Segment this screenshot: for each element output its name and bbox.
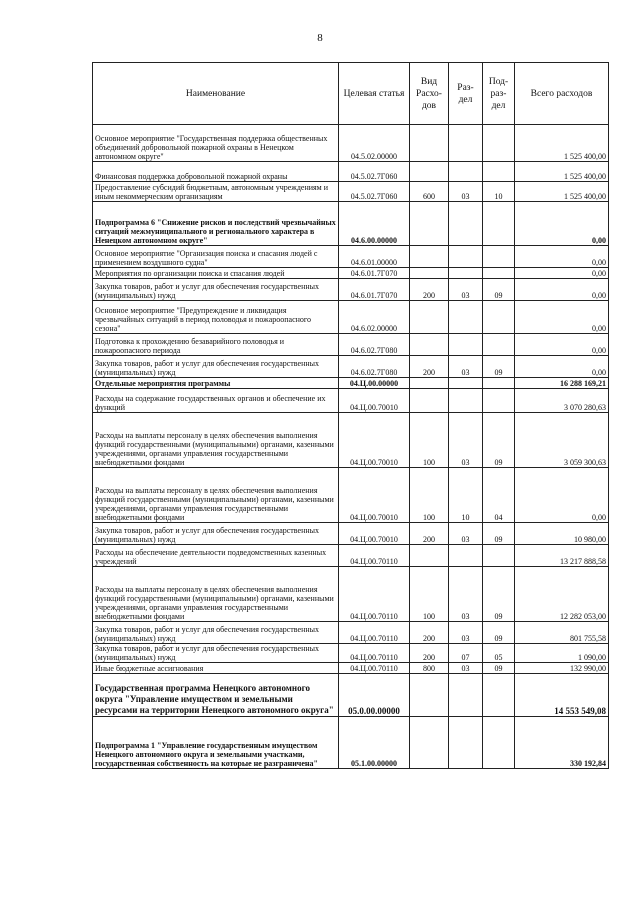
row-subsection: 09 <box>483 567 515 622</box>
table-row <box>93 674 609 717</box>
row-expense-type: 100 <box>410 413 449 468</box>
row-subsection: 10 <box>483 182 515 202</box>
row-name: Расходы на выплаты персоналу в целях обеспечения выполнения функций государственными (муниципальными) органами, казенными учреждениями, органами управления государственными внебюджетными фондами <box>93 413 339 468</box>
row-target-article: 04.6.02.7Г080 <box>339 334 410 356</box>
row-subsection <box>483 301 515 334</box>
row-total: 1 525 400,00 <box>515 162 609 182</box>
row-section <box>449 268 483 279</box>
row-name: Предоставление субсидий бюджетным, автономным учреждениям и иным некоммерческим организациям <box>93 182 339 202</box>
row-name: Основное мероприятие "Предупреждение и ликвидация чрезвычайных ситуаций в период половодья и пожароопасного сезона" <box>93 301 339 334</box>
row-section <box>449 717 483 769</box>
row-name: Основное мероприятие "Государственная поддержка общественных объединений добровольной пожарной охраны в Ненецком автономном округе" <box>93 125 339 162</box>
row-expense-type <box>410 717 449 769</box>
row-target-article: 04.6.01.7Г070 <box>339 268 410 279</box>
row-section <box>449 202 483 246</box>
row-target-article: 04.Ц.00.70010 <box>339 468 410 523</box>
header-subsection: Под-раз-дел <box>483 63 515 125</box>
row-subsection: 09 <box>483 413 515 468</box>
row-section: 03 <box>449 523 483 545</box>
page-number: 8 <box>317 32 323 44</box>
row-expense-type <box>410 378 449 389</box>
row-total: 0,00 <box>515 279 609 301</box>
row-total: 0,00 <box>515 468 609 523</box>
table-row <box>93 663 609 674</box>
row-name: Расходы на выплаты персоналу в целях обеспечения выполнения функций государственными (муниципальными) органами, казенными учреждениями, органами управления государственными внебюджетными фондами <box>93 567 339 622</box>
row-total: 1 090,00 <box>515 644 609 663</box>
row-name: Закупка товаров, работ и услуг для обеспечения государственных (муниципальных) нужд <box>93 622 339 644</box>
row-target-article: 04.Ц.00.70010 <box>339 413 410 468</box>
row-section <box>449 162 483 182</box>
row-total: 801 755,58 <box>515 622 609 644</box>
row-subsection <box>483 389 515 413</box>
row-target-article: 04.Ц.00.70010 <box>339 523 410 545</box>
row-section <box>449 378 483 389</box>
table-row <box>93 717 609 769</box>
row-expense-type <box>410 301 449 334</box>
row-expense-type: 200 <box>410 644 449 663</box>
row-total: 0,00 <box>515 202 609 246</box>
row-target-article: 04.6.02.00000 <box>339 301 410 334</box>
row-total: 10 980,00 <box>515 523 609 545</box>
row-subsection: 05 <box>483 644 515 663</box>
table-row <box>93 622 609 644</box>
row-subsection: 09 <box>483 356 515 378</box>
row-expense-type <box>410 389 449 413</box>
row-target-article: 05.0.00.00000 <box>339 674 410 717</box>
row-section <box>449 246 483 268</box>
row-name: Финансовая поддержка добровольной пожарной охраны <box>93 162 339 182</box>
row-section <box>449 125 483 162</box>
row-name: Подпрограмма 1 "Управление государственным имуществом Ненецкого автономного округа и земельными участками, государственная собственность на которые не разграничена" <box>93 717 339 769</box>
row-expense-type: 200 <box>410 356 449 378</box>
budget-table <box>92 62 609 769</box>
row-target-article: 04.5.02.00000 <box>339 125 410 162</box>
row-name: Мероприятия по организации поиска и спасания людей <box>93 268 339 279</box>
table-row <box>93 545 609 567</box>
row-total: 1 525 400,00 <box>515 182 609 202</box>
row-expense-type <box>410 202 449 246</box>
row-subsection <box>483 125 515 162</box>
row-total: 0,00 <box>515 246 609 268</box>
row-total: 13 217 888,58 <box>515 545 609 567</box>
row-name: Основное мероприятие "Организация поиска и спасания людей с применением воздушного судна" <box>93 246 339 268</box>
row-section: 03 <box>449 356 483 378</box>
row-total: 0,00 <box>515 334 609 356</box>
table-row <box>93 162 609 182</box>
row-subsection <box>483 674 515 717</box>
table-row <box>93 182 609 202</box>
row-target-article: 04.Ц.00.70010 <box>339 389 410 413</box>
row-name: Расходы на выплаты персоналу в целях обеспечения выполнения функций государственными (муниципальными) органами, казенными учреждениями, органами управления государственными внебюджетными фондами <box>93 468 339 523</box>
row-name: Закупка товаров, работ и услуг для обеспечения государственных (муниципальных) нужд <box>93 523 339 545</box>
row-expense-type: 200 <box>410 523 449 545</box>
table-row <box>93 378 609 389</box>
row-name: Расходы на содержание государственных органов и обеспечение их функций <box>93 389 339 413</box>
row-name: Закупка товаров, работ и услуг для обеспечения государственных (муниципальных) нужд <box>93 279 339 301</box>
table-row <box>93 125 609 162</box>
row-subsection <box>483 545 515 567</box>
row-subsection: 09 <box>483 663 515 674</box>
row-target-article: 04.Ц.00.70110 <box>339 663 410 674</box>
row-name: Подпрограмма 6 "Снижение рисков и последствий чрезвычайных ситуаций межмуниципального и регионального характера в Ненецком автономном округе" <box>93 202 339 246</box>
row-expense-type <box>410 125 449 162</box>
row-total: 0,00 <box>515 268 609 279</box>
row-target-article: 05.1.00.00000 <box>339 717 410 769</box>
row-section: 03 <box>449 279 483 301</box>
row-name: Отдельные мероприятия программы <box>93 378 339 389</box>
row-section <box>449 334 483 356</box>
table-row <box>93 468 609 523</box>
row-total: 330 192,84 <box>515 717 609 769</box>
row-expense-type <box>410 545 449 567</box>
table-row <box>93 413 609 468</box>
row-section: 03 <box>449 567 483 622</box>
row-expense-type: 100 <box>410 567 449 622</box>
row-total: 0,00 <box>515 356 609 378</box>
row-total: 132 990,00 <box>515 663 609 674</box>
row-expense-type <box>410 246 449 268</box>
header-target-article: Целевая статья <box>339 63 410 125</box>
row-name: Закупка товаров, работ и услуг для обеспечения государственных (муниципальных) нужд <box>93 356 339 378</box>
header-name: Наименование <box>93 63 339 125</box>
row-target-article: 04.6.01.00000 <box>339 246 410 268</box>
row-name: Расходы на обеспечение деятельности подведомственных казенных учреждений <box>93 545 339 567</box>
row-target-article: 04.5.02.7Г060 <box>339 162 410 182</box>
row-subsection <box>483 162 515 182</box>
header-total-expenses: Всего расходов <box>515 63 609 125</box>
table-row <box>93 523 609 545</box>
table-row <box>93 356 609 378</box>
row-total: 0,00 <box>515 301 609 334</box>
row-target-article: 04.6.02.7Г080 <box>339 356 410 378</box>
row-section: 03 <box>449 413 483 468</box>
row-subsection: 09 <box>483 622 515 644</box>
row-expense-type <box>410 268 449 279</box>
table-row <box>93 246 609 268</box>
row-section: 07 <box>449 644 483 663</box>
row-name: Подготовка к прохождению безаварийного половодья и пожароопасного периода <box>93 334 339 356</box>
row-expense-type: 200 <box>410 622 449 644</box>
row-expense-type <box>410 334 449 356</box>
row-target-article: 04.6.00.00000 <box>339 202 410 246</box>
header-expense-type: Вид Расхо-дов <box>410 63 449 125</box>
table-row <box>93 279 609 301</box>
row-subsection <box>483 334 515 356</box>
row-target-article: 04.Ц.00.70110 <box>339 545 410 567</box>
table-row <box>93 301 609 334</box>
row-total: 3 070 280,63 <box>515 389 609 413</box>
row-total: 3 059 300,63 <box>515 413 609 468</box>
row-subsection: 04 <box>483 468 515 523</box>
row-section <box>449 674 483 717</box>
row-total: 14 553 549,08 <box>515 674 609 717</box>
table-row <box>93 202 609 246</box>
row-expense-type: 100 <box>410 468 449 523</box>
row-section: 03 <box>449 182 483 202</box>
row-subsection <box>483 246 515 268</box>
row-name: Иные бюджетные ассигнования <box>93 663 339 674</box>
header-section: Раз-дел <box>449 63 483 125</box>
row-section: 03 <box>449 663 483 674</box>
row-section: 03 <box>449 622 483 644</box>
row-subsection: 09 <box>483 523 515 545</box>
table-row <box>93 644 609 663</box>
table-row <box>93 268 609 279</box>
row-expense-type: 600 <box>410 182 449 202</box>
row-expense-type <box>410 674 449 717</box>
row-target-article: 04.5.02.7Г060 <box>339 182 410 202</box>
row-subsection: 09 <box>483 279 515 301</box>
row-expense-type: 200 <box>410 279 449 301</box>
row-total: 12 282 053,00 <box>515 567 609 622</box>
row-section <box>449 389 483 413</box>
table-row <box>93 334 609 356</box>
row-target-article: 04.Ц.00.00000 <box>339 378 410 389</box>
row-subsection <box>483 378 515 389</box>
table-row <box>93 567 609 622</box>
row-target-article: 04.Ц.00.70110 <box>339 567 410 622</box>
table-row <box>93 389 609 413</box>
row-name: Закупка товаров, работ и услуг для обеспечения государственных (муниципальных) нужд <box>93 644 339 663</box>
row-total: 16 288 169,21 <box>515 378 609 389</box>
row-section <box>449 545 483 567</box>
row-target-article: 04.Ц.00.70110 <box>339 622 410 644</box>
row-total: 1 525 400,00 <box>515 125 609 162</box>
row-expense-type <box>410 162 449 182</box>
row-subsection <box>483 268 515 279</box>
row-expense-type: 800 <box>410 663 449 674</box>
row-name: Государственная программа Ненецкого автономного округа "Управление имуществом и земельными ресурсами на территории Ненецкого автономного округа" <box>93 674 339 717</box>
row-subsection <box>483 202 515 246</box>
row-section: 10 <box>449 468 483 523</box>
row-target-article: 04.Ц.00.70110 <box>339 644 410 663</box>
row-target-article: 04.6.01.7Г070 <box>339 279 410 301</box>
row-subsection <box>483 717 515 769</box>
row-section <box>449 301 483 334</box>
